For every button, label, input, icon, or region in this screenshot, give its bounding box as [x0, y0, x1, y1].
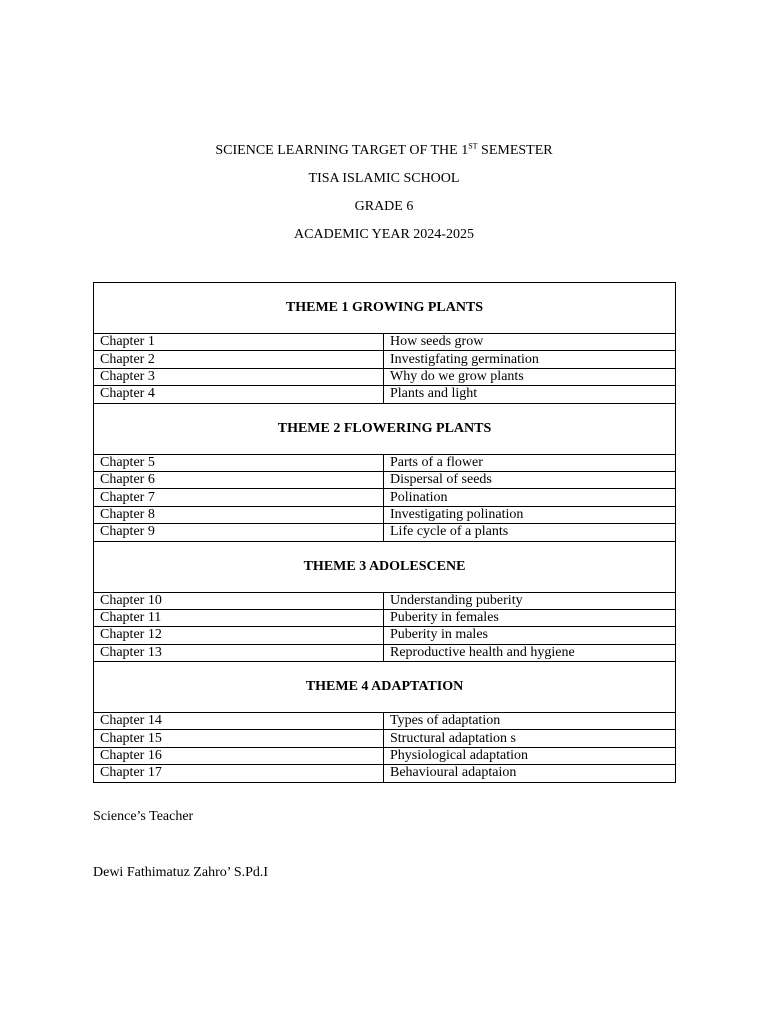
topic-cell: How seeds grow: [384, 334, 676, 351]
table-row: [94, 334, 676, 351]
grade-label: GRADE 6: [354, 199, 414, 214]
document-title: [0, 141, 768, 169]
theme-title: THEME 3 ADOLESCENE: [94, 541, 676, 592]
table-row: [94, 368, 676, 385]
topic-cell: Life cycle of a plants: [384, 524, 676, 541]
table-row: [94, 506, 676, 523]
topic-cell: Dispersal of seeds: [384, 471, 676, 488]
table-row: [94, 765, 676, 782]
topic-cell: Why do we grow plants: [384, 368, 676, 385]
chapter-cell: Chapter 2: [94, 351, 384, 368]
chapter-cell: Chapter 8: [94, 506, 384, 523]
theme-header-row: [94, 283, 676, 334]
topic-cell: Types of adaptation: [384, 713, 676, 730]
chapter-cell: Chapter 14: [94, 713, 384, 730]
document-header: [0, 141, 768, 253]
chapter-cell: Chapter 5: [94, 454, 384, 471]
chapter-cell: Chapter 4: [94, 386, 384, 403]
theme-header-row: [94, 541, 676, 592]
table-row: [94, 713, 676, 730]
theme-header-row: [94, 403, 676, 454]
table-row: [94, 386, 676, 403]
topic-cell: Puberity in females: [384, 609, 676, 626]
chapter-cell: Chapter 13: [94, 644, 384, 661]
theme-title: THEME 2 FLOWERING PLANTS: [94, 403, 676, 454]
table-row: [94, 609, 676, 626]
learning-target-table-body: [94, 283, 676, 783]
topic-cell: Parts of a flower: [384, 454, 676, 471]
chapter-cell: Chapter 3: [94, 368, 384, 385]
topic-cell: Puberity in males: [384, 627, 676, 644]
title-prefix: SCIENCE LEARNING TARGET OF THE 1: [215, 143, 469, 158]
topic-cell: Polination: [384, 489, 676, 506]
table-row: [94, 644, 676, 661]
theme-title: THEME 1 GROWING PLANTS: [94, 283, 676, 334]
signature-name: Dewi Fathimatuz Zahro’ S.Pd.I: [93, 865, 269, 880]
topic-cell: Reproductive health and hygiene: [384, 644, 676, 661]
signature-role: Science’s Teacher: [93, 809, 194, 824]
table-row: [94, 747, 676, 764]
chapter-cell: Chapter 9: [94, 524, 384, 541]
learning-target-table: [93, 282, 676, 783]
chapter-cell: Chapter 1: [94, 334, 384, 351]
title-superscript: ST: [468, 141, 478, 151]
topic-cell: Understanding puberity: [384, 592, 676, 609]
chapter-cell: Chapter 6: [94, 471, 384, 488]
chapter-cell: Chapter 11: [94, 609, 384, 626]
table-row: [94, 351, 676, 368]
topic-cell: Plants and light: [384, 386, 676, 403]
table-row: [94, 592, 676, 609]
topic-cell: Structural adaptation s: [384, 730, 676, 747]
chapter-cell: Chapter 7: [94, 489, 384, 506]
school-name: TISA ISLAMIC SCHOOL: [308, 171, 460, 186]
chapter-cell: Chapter 15: [94, 730, 384, 747]
chapter-cell: Chapter 10: [94, 592, 384, 609]
topic-cell: Investigfating germination: [384, 351, 676, 368]
table-row: [94, 730, 676, 747]
topic-cell: Physiological adaptation: [384, 747, 676, 764]
topic-cell: Investigating polination: [384, 506, 676, 523]
chapter-cell: Chapter 17: [94, 765, 384, 782]
theme-title: THEME 4 ADAPTATION: [94, 662, 676, 713]
table-row: [94, 489, 676, 506]
table-row: [94, 471, 676, 488]
chapter-cell: Chapter 16: [94, 747, 384, 764]
table-row: [94, 524, 676, 541]
table-row: [94, 627, 676, 644]
chapter-cell: Chapter 12: [94, 627, 384, 644]
title-suffix: SEMESTER: [477, 143, 553, 158]
academic-year: ACADEMIC YEAR 2024-2025: [294, 227, 474, 242]
topic-cell: Behavioural adaptaion: [384, 765, 676, 782]
theme-header-row: [94, 662, 676, 713]
table-row: [94, 454, 676, 471]
